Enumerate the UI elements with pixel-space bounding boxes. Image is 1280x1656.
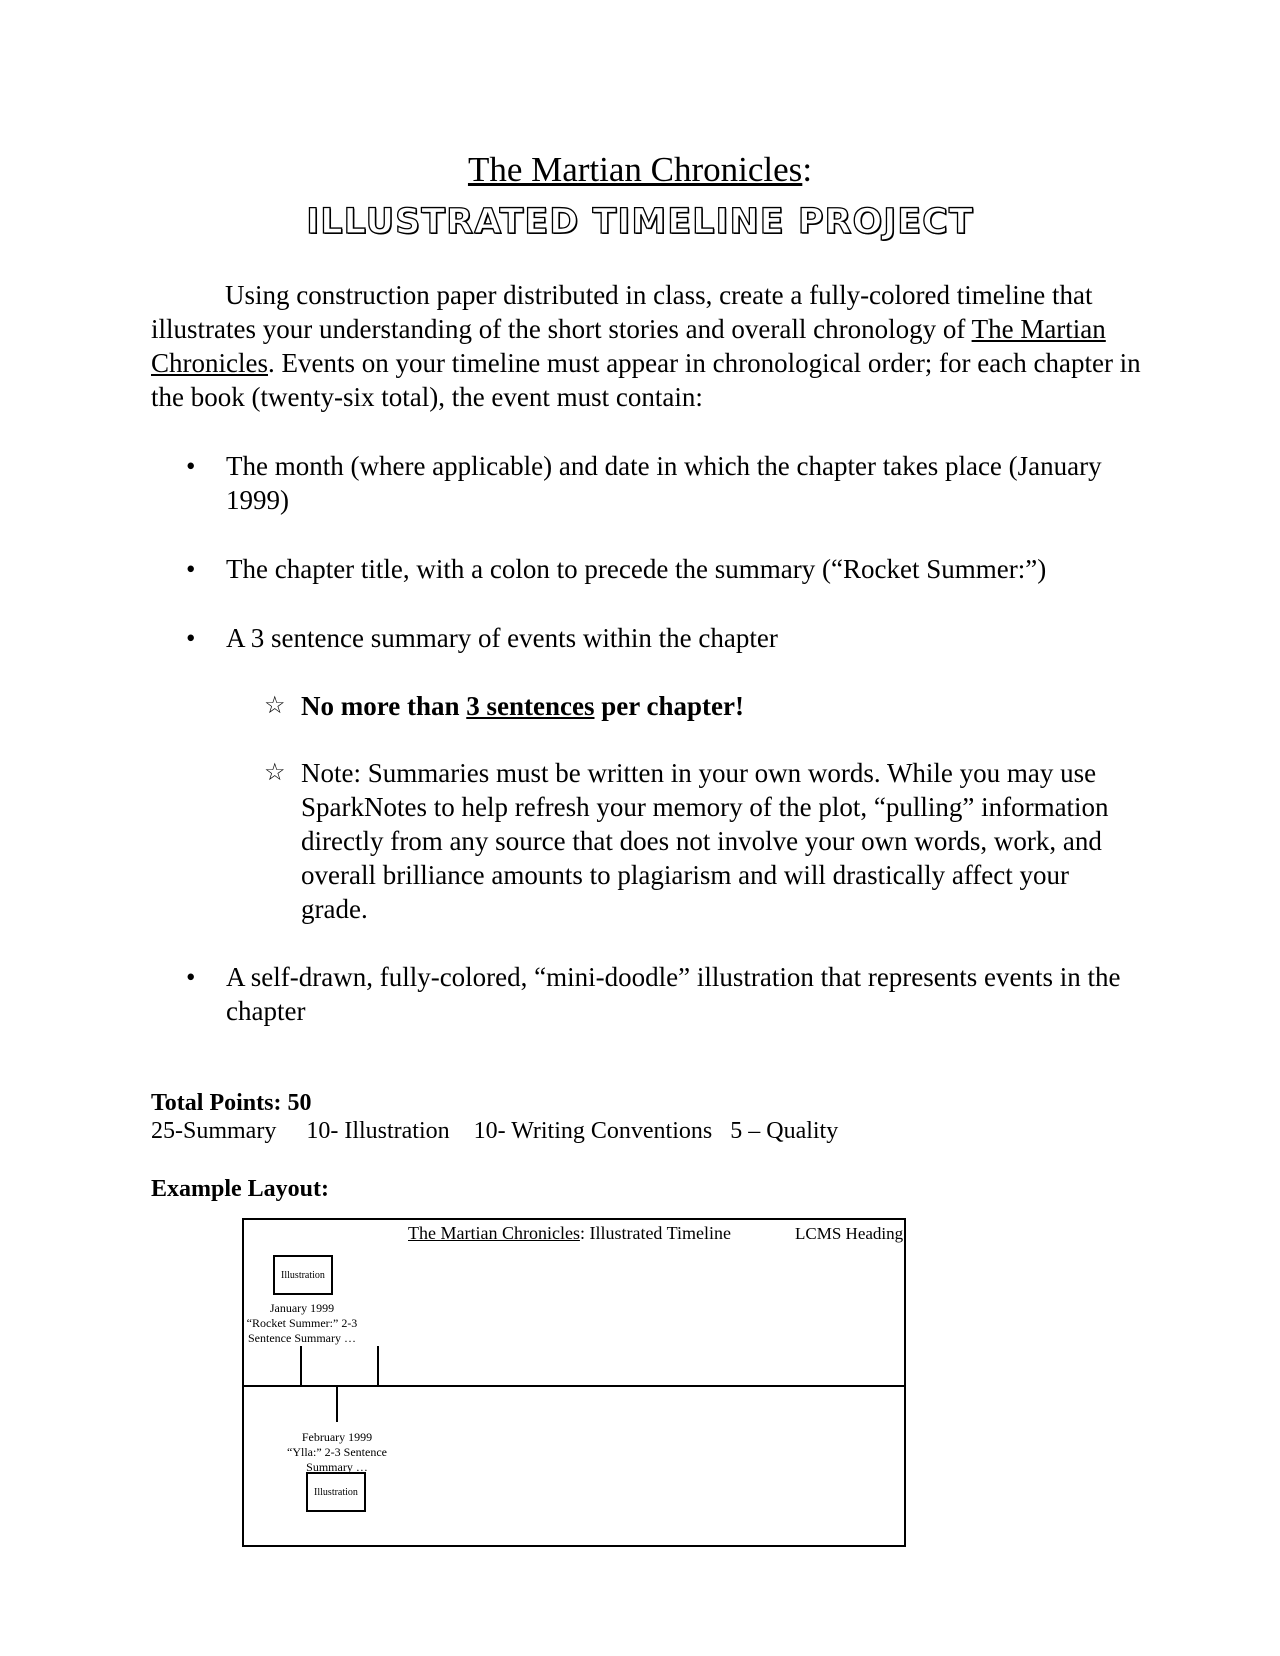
event-title-line: “Rocket Summer:” 2-3 [246, 1316, 358, 1330]
points-summary: 25-Summary [151, 1118, 277, 1144]
bullet-dot: • [186, 623, 196, 653]
points-breakdown [151, 1116, 868, 1146]
subpoint-sentence-limit-under: 3 sentences [466, 691, 595, 721]
intro-part1: Using construction paper distributed in class, create a fully-colored timeline that illustrates your understanding of the short stories and overall chronology of [151, 280, 1093, 344]
bullet-dot: • [186, 554, 196, 584]
intro-paragraph [151, 278, 1151, 414]
example-layout-label: Example Layout: [151, 1176, 330, 1202]
event-summary-line: Summary … [306, 1460, 368, 1474]
bullet-dot: • [186, 451, 196, 481]
event-summary-line: Sentence Summary … [248, 1331, 356, 1345]
intro-part2: . Events on your timeline must appear in chronological order; for each chapter in the book (twenty-six total), the event must contain: [151, 348, 1141, 412]
timeline-axis [242, 1385, 906, 1387]
illustration-box: Illustration [273, 1255, 333, 1295]
example-title-rest: : Illustrated Timeline [579, 1223, 731, 1243]
subpoint-sentence-limit [301, 689, 1141, 723]
points-illustration: 10- Illustration [306, 1118, 450, 1144]
illustration-box: Illustration [306, 1472, 366, 1512]
total-points: Total Points: 50 [151, 1090, 312, 1116]
event-tick [377, 1346, 379, 1386]
example-layout-heading: LCMS Heading [795, 1224, 904, 1243]
bullet-chapter-title: The chapter title, with a colon to precede the summary (“Rocket Summer:”) [226, 554, 1047, 584]
points-quality: 5 – Quality [730, 1118, 839, 1144]
star-icon: ☆ [264, 760, 286, 786]
event-february-1999 [267, 1430, 407, 1475]
event-january-1999 [232, 1301, 372, 1346]
bullet-date: The month (where applicable) and date in which the chapter takes place (January 1999) [226, 451, 1102, 515]
intro-book: The Martian Chronicles [151, 314, 1106, 378]
star-icon: ☆ [264, 693, 286, 719]
bullet-summary: A 3 sentence summary of events within the chapter [226, 623, 778, 653]
bullet-dot: • [186, 962, 196, 992]
page-title [0, 150, 1280, 190]
subpoint-sentence-limit-post: per chapter! [594, 691, 744, 721]
event-tick [300, 1346, 302, 1386]
event-title-line: “Ylla:” 2-3 Sentence [287, 1445, 387, 1459]
example-layout-title [408, 1222, 731, 1244]
title-colon: : [802, 150, 813, 189]
event-date: January 1999 [269, 1301, 335, 1315]
event-tick [336, 1386, 338, 1422]
subpoint-sentence-limit-pre: No more than [301, 691, 467, 721]
example-title-book: The Martian Chronicles [408, 1223, 580, 1243]
title-book: The Martian Chronicles [467, 150, 803, 189]
points-conventions: 10- Writing Conventions [473, 1118, 713, 1144]
page-subtitle: ILLUSTRATED TIMELINE PROJECT [306, 202, 974, 242]
subpoint-plagiarism-note: Note: Summaries must be written in your own words. While you may use SparkNotes to help refresh your memory of the plot, “pulling” information directly from any source that does not involve your own words, work, and overall brilliance amounts to plagiarism and will drastically affect your grade. [301, 758, 1109, 924]
event-date: February 1999 [301, 1430, 373, 1444]
bullet-illustration: A self-drawn, fully-colored, “mini-doodle” illustration that represents events in the chapter [226, 962, 1121, 1026]
